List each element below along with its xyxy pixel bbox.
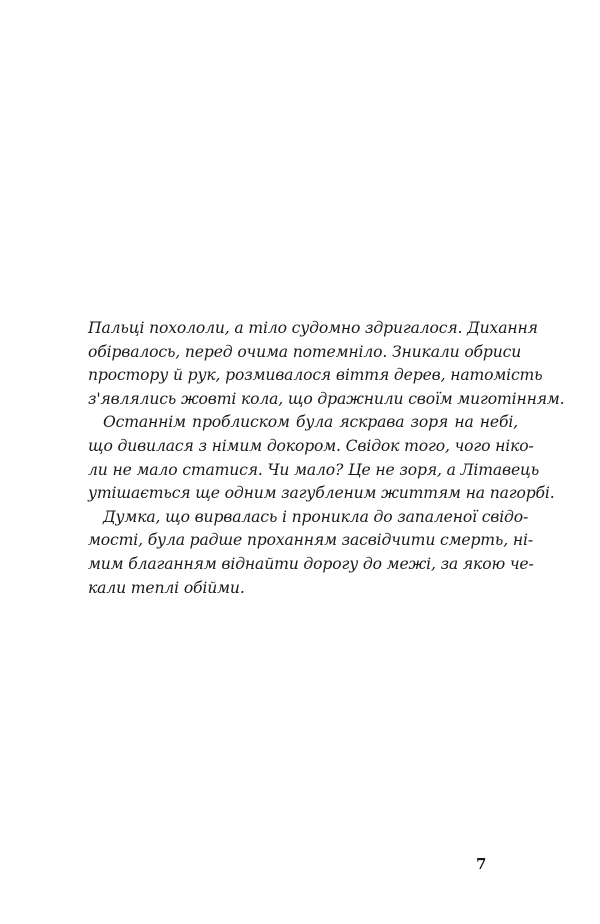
text-line: що дивилася з німим докором. Свідок того, чого ніко- [88,436,534,455]
body-text [88,317,565,600]
text-line: з'являлись жовті кола, що дражнили своїм миготінням. [88,389,565,408]
text-line: кали теплі обійми. [88,578,245,597]
page-number: 7 [476,855,487,873]
text-line: мим благанням віднайти дорогу до межі, за якою че- [88,554,534,573]
text-line: обірвалось, перед очима потемніло. Зникали обриси [88,342,522,361]
text-line: простору й рук, розмивалося віття дерев, натомість [88,366,543,385]
text-line: Пальці похололи, а тіло судомно здригалося. Дихання [88,319,538,337]
text-line: Думка, що вирвалась і проникла до запаленої свідо- [103,507,529,526]
text-line: Останнім проблиском була яскрава зоря на небі, [103,413,518,432]
text-line: утішається ще одним загубленим життям на пагорбі. [88,484,555,503]
text-line: мості, була радше проханням засвідчити смерть, ні- [88,531,533,550]
text-line: ли не мало статися. Чи мало? Це не зоря, а Літавець [88,460,540,479]
